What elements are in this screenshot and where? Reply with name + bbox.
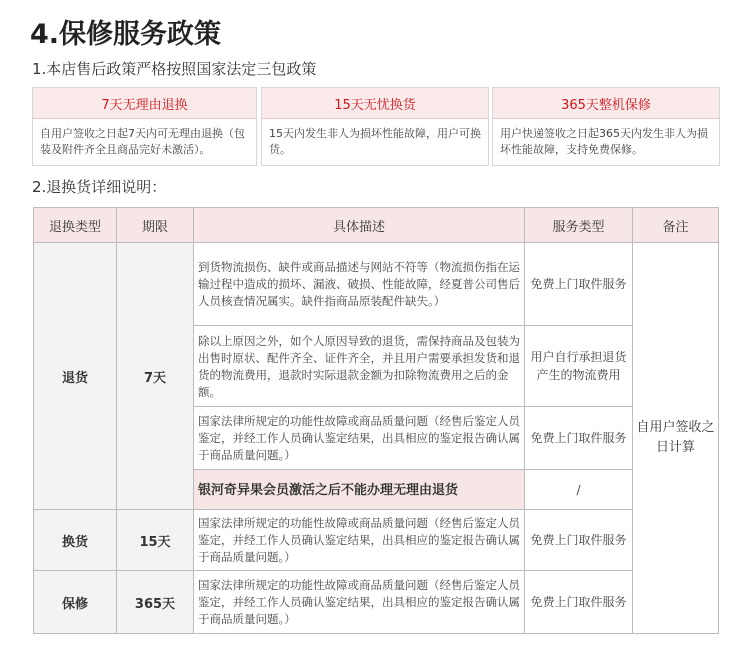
card-title: 7天无理由退换 [33, 88, 256, 119]
card-text: 用户快递签收之日起365天内发生非人为损坏性能故障，支持免费保修。 [500, 127, 708, 156]
row-description: 国家法律所规定的功能性故障或商品质量问题（经售后鉴定人员鉴定，并经工作人员确认鉴定结果，出具相应的鉴定报告确认属于商品质量问题。） [194, 571, 525, 634]
row-description-highlight: 银河奇异果会员激活之后不能办理无理由退货 [194, 470, 525, 510]
header-type: 退换类型 [34, 208, 117, 243]
return-type: 退货 [34, 243, 117, 510]
table-row [34, 243, 719, 326]
note-cell: 自用户签收之日计算 [633, 243, 719, 634]
policy-cards [32, 87, 720, 166]
table-row [34, 571, 719, 634]
card-15day-exchange [261, 87, 489, 166]
header-description: 具体描述 [194, 208, 525, 243]
row-description: 国家法律所规定的功能性故障或商品质量问题（经售后鉴定人员鉴定，并经工作人员确认鉴定结果，出具相应的鉴定报告确认属于商品质量问题。） [194, 510, 525, 571]
header-period: 期限 [117, 208, 194, 243]
exchange-type: 换货 [34, 510, 117, 571]
row-description: 到货物流损伤、缺件或商品描述与网站不符等（物流损伤指在运输过程中造成的损坏、漏液、破损、性能故障，经夏普公司售后人员核查情况属实。缺件指商品原装配件缺失。） [194, 243, 525, 326]
row-service: 免费上门取件服务 [525, 407, 633, 470]
row-service: 免费上门取件服务 [525, 243, 633, 326]
card-365day-warranty [492, 87, 720, 166]
header-service: 服务类型 [525, 208, 633, 243]
header-note: 备注 [633, 208, 719, 243]
warranty-period: 365天 [117, 571, 194, 634]
row-description: 除以上原因之外，如个人原因导致的退货，需保持商品及包装为出售时原状、配件齐全、证件齐全，并且用户需要承担发货和退货的物流费用，退款时实际退款金额为扣除物流费用之后的金额。 [194, 326, 525, 407]
card-7day-return [32, 87, 257, 166]
row-description: 国家法律所规定的功能性故障或商品质量问题（经售后鉴定人员鉴定，并经工作人员确认鉴定结果，出具相应的鉴定报告确认属于商品质量问题。） [194, 407, 525, 470]
section-title: 2.退换货详细说明： [32, 178, 167, 196]
return-period: 7天 [117, 243, 194, 510]
page-title: 4.保修服务政策 [30, 19, 222, 50]
card-text: 自用户签收之日起7天内可无理由退换（包装及附件齐全且商品完好未激活）。 [40, 127, 245, 156]
warranty-type: 保修 [34, 571, 117, 634]
row-service: 免费上门取件服务 [525, 510, 633, 571]
table-row [34, 510, 719, 571]
exchange-period: 15天 [117, 510, 194, 571]
row-service: 用户自行承担退货产生的物流费用 [525, 326, 633, 407]
row-service: / [525, 470, 633, 510]
policy-subtitle: 1.本店售后政策严格按照国家法定三包政策 [32, 60, 317, 78]
card-title: 365天整机保修 [493, 88, 719, 119]
return-policy-table [33, 207, 719, 634]
table-header-row [34, 208, 719, 243]
card-text: 15天内发生非人为损坏性能故障，用户可换货。 [269, 127, 481, 156]
row-service: 免费上门取件服务 [525, 571, 633, 634]
card-title: 15天无忧换货 [262, 88, 488, 119]
